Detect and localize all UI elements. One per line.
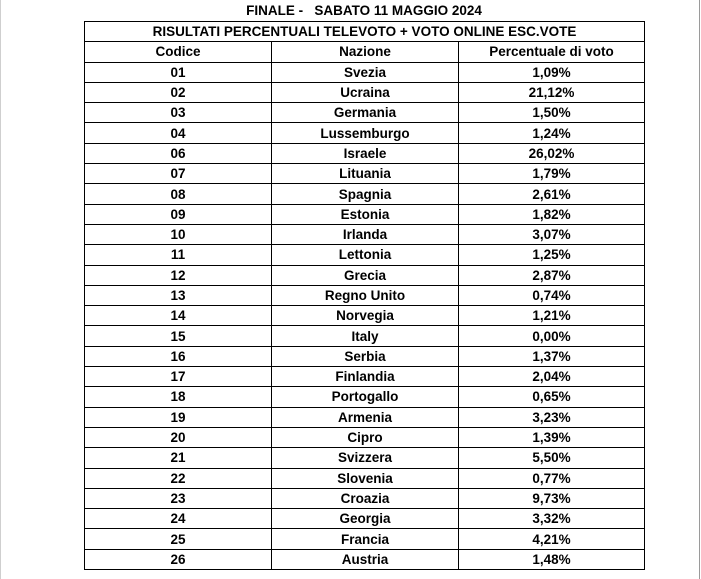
cell-percent: 1,82% <box>459 204 645 224</box>
cell-percent: 0,00% <box>459 326 645 346</box>
cell-percent: 1,37% <box>459 346 645 366</box>
cell-code: 04 <box>85 123 272 143</box>
cell-country: Germania <box>272 103 459 123</box>
cell-country: Svezia <box>272 62 459 82</box>
cell-percent: 2,04% <box>459 367 645 387</box>
cell-country: Portogallo <box>272 387 459 407</box>
cell-country: Serbia <box>272 346 459 366</box>
table-row <box>85 306 645 326</box>
cell-country: Francia <box>272 529 459 549</box>
table-row <box>85 367 645 387</box>
cell-percent: 3,23% <box>459 407 645 427</box>
cell-code: 17 <box>85 367 272 387</box>
cell-code: 01 <box>85 62 272 82</box>
table-row <box>85 427 645 447</box>
cell-code: 07 <box>85 164 272 184</box>
right-page-edge <box>699 0 700 579</box>
results-table <box>84 21 645 570</box>
cell-percent: 5,50% <box>459 448 645 468</box>
cell-percent: 3,32% <box>459 509 645 529</box>
cell-percent: 2,61% <box>459 184 645 204</box>
column-header-percent: Percentuale di voto <box>459 42 645 62</box>
table-row <box>85 224 645 244</box>
cell-percent: 0,65% <box>459 387 645 407</box>
cell-code: 03 <box>85 103 272 123</box>
cell-code: 09 <box>85 204 272 224</box>
cell-code: 15 <box>85 326 272 346</box>
cell-percent: 1,79% <box>459 164 645 184</box>
cell-percent: 1,50% <box>459 103 645 123</box>
cell-percent: 9,73% <box>459 488 645 508</box>
cell-code: 26 <box>85 549 272 569</box>
cell-code: 10 <box>85 224 272 244</box>
table-row <box>85 407 645 427</box>
cell-country: Grecia <box>272 265 459 285</box>
cell-percent: 26,02% <box>459 143 645 163</box>
cell-country: Norvegia <box>272 306 459 326</box>
table-row <box>85 245 645 265</box>
cell-country: Georgia <box>272 509 459 529</box>
cell-country: Ucraina <box>272 82 459 102</box>
cell-country: Italy <box>272 326 459 346</box>
cell-percent: 3,07% <box>459 224 645 244</box>
cell-percent: 21,12% <box>459 82 645 102</box>
cell-code: 13 <box>85 285 272 305</box>
left-page-edge <box>0 0 1 579</box>
cell-country: Cipro <box>272 427 459 447</box>
cell-code: 18 <box>85 387 272 407</box>
subtitle-row <box>85 22 645 42</box>
table-row <box>85 448 645 468</box>
table-row <box>85 549 645 569</box>
column-header-country: Nazione <box>272 42 459 62</box>
cell-country: Israele <box>272 143 459 163</box>
cell-percent: 2,87% <box>459 265 645 285</box>
cell-percent: 1,48% <box>459 549 645 569</box>
column-header-code: Codice <box>85 42 272 62</box>
cell-country: Lettonia <box>272 245 459 265</box>
cell-percent: 1,25% <box>459 245 645 265</box>
cell-code: 19 <box>85 407 272 427</box>
cell-country: Austria <box>272 549 459 569</box>
column-header-row <box>85 42 645 62</box>
cell-code: 14 <box>85 306 272 326</box>
table-row <box>85 488 645 508</box>
cell-country: Lituania <box>272 164 459 184</box>
cell-code: 02 <box>85 82 272 102</box>
cell-country: Spagnia <box>272 184 459 204</box>
cell-country: Svizzera <box>272 448 459 468</box>
table-row <box>85 204 645 224</box>
cell-percent: 0,77% <box>459 468 645 488</box>
cell-country: Slovenia <box>272 468 459 488</box>
cell-country: Armenia <box>272 407 459 427</box>
cell-code: 06 <box>85 143 272 163</box>
cell-code: 11 <box>85 245 272 265</box>
cell-code: 12 <box>85 265 272 285</box>
cell-code: 20 <box>85 427 272 447</box>
table-row <box>85 387 645 407</box>
cell-country: Lussemburgo <box>272 123 459 143</box>
cell-code: 08 <box>85 184 272 204</box>
cell-country: Croazia <box>272 488 459 508</box>
table-row <box>85 468 645 488</box>
cell-percent: 1,39% <box>459 427 645 447</box>
cell-code: 23 <box>85 488 272 508</box>
table-row <box>85 285 645 305</box>
cell-percent: 4,21% <box>459 529 645 549</box>
cell-code: 25 <box>85 529 272 549</box>
table-subtitle: RISULTATI PERCENTUALI TELEVOTO + VOTO ONLINE ESC.VOTE <box>85 22 645 42</box>
table-row <box>85 326 645 346</box>
table-row <box>85 529 645 549</box>
cell-code: 16 <box>85 346 272 366</box>
cell-country: Estonia <box>272 204 459 224</box>
cell-percent: 1,21% <box>459 306 645 326</box>
cell-percent: 1,24% <box>459 123 645 143</box>
cell-code: 24 <box>85 509 272 529</box>
table-row <box>85 82 645 102</box>
table-row <box>85 62 645 82</box>
table-row <box>85 184 645 204</box>
table-row <box>85 265 645 285</box>
cell-percent: 0,74% <box>459 285 645 305</box>
cell-country: Irlanda <box>272 224 459 244</box>
table-row <box>85 143 645 163</box>
table-row <box>85 123 645 143</box>
cell-code: 22 <box>85 468 272 488</box>
table-row <box>85 103 645 123</box>
table-body <box>85 62 645 569</box>
cell-code: 21 <box>85 448 272 468</box>
table-row <box>85 164 645 184</box>
table-row <box>85 509 645 529</box>
table-row <box>85 346 645 366</box>
cell-country: Regno Unito <box>272 285 459 305</box>
cell-country: Finlandia <box>272 367 459 387</box>
cell-percent: 1,09% <box>459 62 645 82</box>
page-title: FINALE - SABATO 11 MAGGIO 2024 <box>246 3 482 18</box>
